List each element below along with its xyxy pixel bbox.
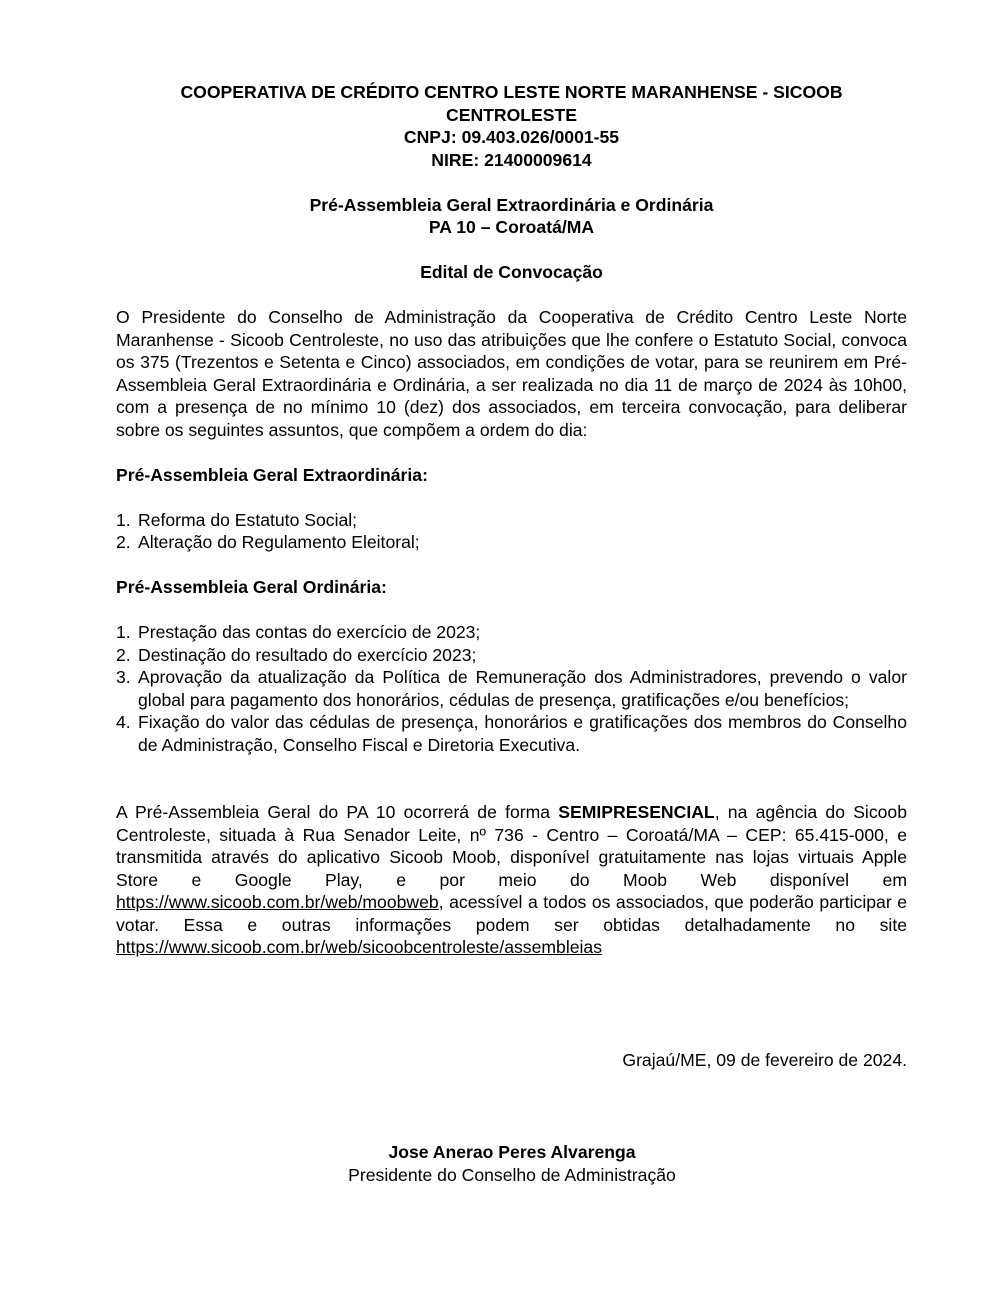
cnpj: CNPJ: 09.403.026/0001-55 [403, 127, 620, 147]
item-text: Destinação do resultado do exercício 2023; [138, 644, 477, 665]
meeting-mode: SEMIPRESENCIAL [558, 802, 715, 822]
item-text: Aprovação da atualização da Política de Remuneração dos Administradores, prevendo o valor global para pagamento dos honorários, cédulas de presença, gratificações e/ou benefícios; [138, 667, 907, 710]
item-text: Fixação do valor das cédulas de presença, honorários e gratificações dos membros do Conselho de Administração, Conselho Fiscal e Diretoria Executiva. [138, 712, 907, 755]
extraordinary-heading: Pré-Assembleia Geral Extraordinária: [116, 464, 428, 485]
details-text: , acessível a todos os associados, que poderão participar e votar. Essa e outras informações podem ser obtidas detalhadamente no site [116, 892, 907, 935]
list-item [116, 711, 907, 756]
document-page [116, 81, 907, 1071]
list-item [116, 509, 907, 532]
item-number: 1. [116, 622, 131, 642]
list-item [116, 666, 907, 711]
item-number: 2. [116, 532, 131, 552]
intro-paragraph: O Presidente do Conselho de Administração da Cooperativa de Crédito Centro Leste Norte Maranhense - Sicoob Centroleste, no uso das atribuições que lhe confere o Estatuto Social, convoca os 375 (Trezentos e Setenta e Cinco) associados, em condições de votar, para se reunirem em Pré-Assembleia Geral Extraordinária e Ordinária, a ser realizada no dia 11 de março de 2024 às 10h00, com a presença de no mínimo 10 (dez) dos associados, em terceira convocação, para deliberar sobre os seguintes assuntos, que compõem a ordem do dia: [116, 307, 907, 440]
place-date: Grajaú/ME, 09 de fevereiro de 2024. [622, 1049, 907, 1070]
meeting-type: Pré-Assembleia Geral Extraordinária e Ordinária [309, 194, 714, 215]
assembleias-link[interactable]: https://www.sicoob.com.br/web/sicoobcentroleste/assembleias [116, 937, 603, 957]
document-header [116, 81, 907, 171]
item-text: Prestação das contas do exercício de 2023; [138, 622, 481, 642]
ordinary-heading: Pré-Assembleia Geral Ordinária: [116, 577, 387, 597]
ordinary-agenda-list [116, 621, 907, 756]
signature-block [0, 1141, 1000, 1186]
signatory-name: Jose Anerao Peres Alvarenga [388, 1142, 636, 1162]
list-item [116, 644, 907, 667]
details-text: A Pré-Assembleia Geral do PA 10 ocorrerá de forma [116, 802, 559, 822]
details-paragraph [116, 801, 907, 959]
notice-title: Edital de Convocação [420, 262, 603, 282]
item-number: 4. [116, 712, 131, 732]
org-name-line2: CENTROLESTE [446, 104, 577, 125]
org-name-line1: COOPERATIVA DE CRÉDITO CENTRO LESTE NORTE MARANHENSE - SICOOB [180, 82, 843, 102]
item-number: 1. [116, 509, 131, 530]
item-text: Reforma do Estatuto Social; [138, 509, 358, 530]
item-text: Alteração do Regulamento Eleitoral; [138, 532, 420, 552]
item-number: 3. [116, 667, 131, 687]
meeting-subtitle [116, 194, 907, 239]
item-number: 2. [116, 644, 131, 665]
signatory-role: Presidente do Conselho de Administração [348, 1164, 676, 1185]
details-text: , na agência do Sicoob Centroleste, situada à Rua Senador Leite, nº 736 - Centro – Coroatá/MA – CEP: 65.415-000, e transmitida através do aplicativo Sicoob Moob, disponível gratuitamente nas lojas virtuais Apple Store e Google Play, e por meio do Moob Web disponível em [116, 802, 907, 890]
extraordinary-agenda-list [116, 509, 907, 554]
list-item [116, 531, 907, 554]
list-item [116, 621, 907, 644]
moobweb-link[interactable]: https://www.sicoob.com.br/web/moobweb [116, 892, 439, 912]
meeting-location: PA 10 – Coroatá/MA [428, 217, 595, 237]
nire: NIRE: 21400009614 [431, 149, 592, 170]
